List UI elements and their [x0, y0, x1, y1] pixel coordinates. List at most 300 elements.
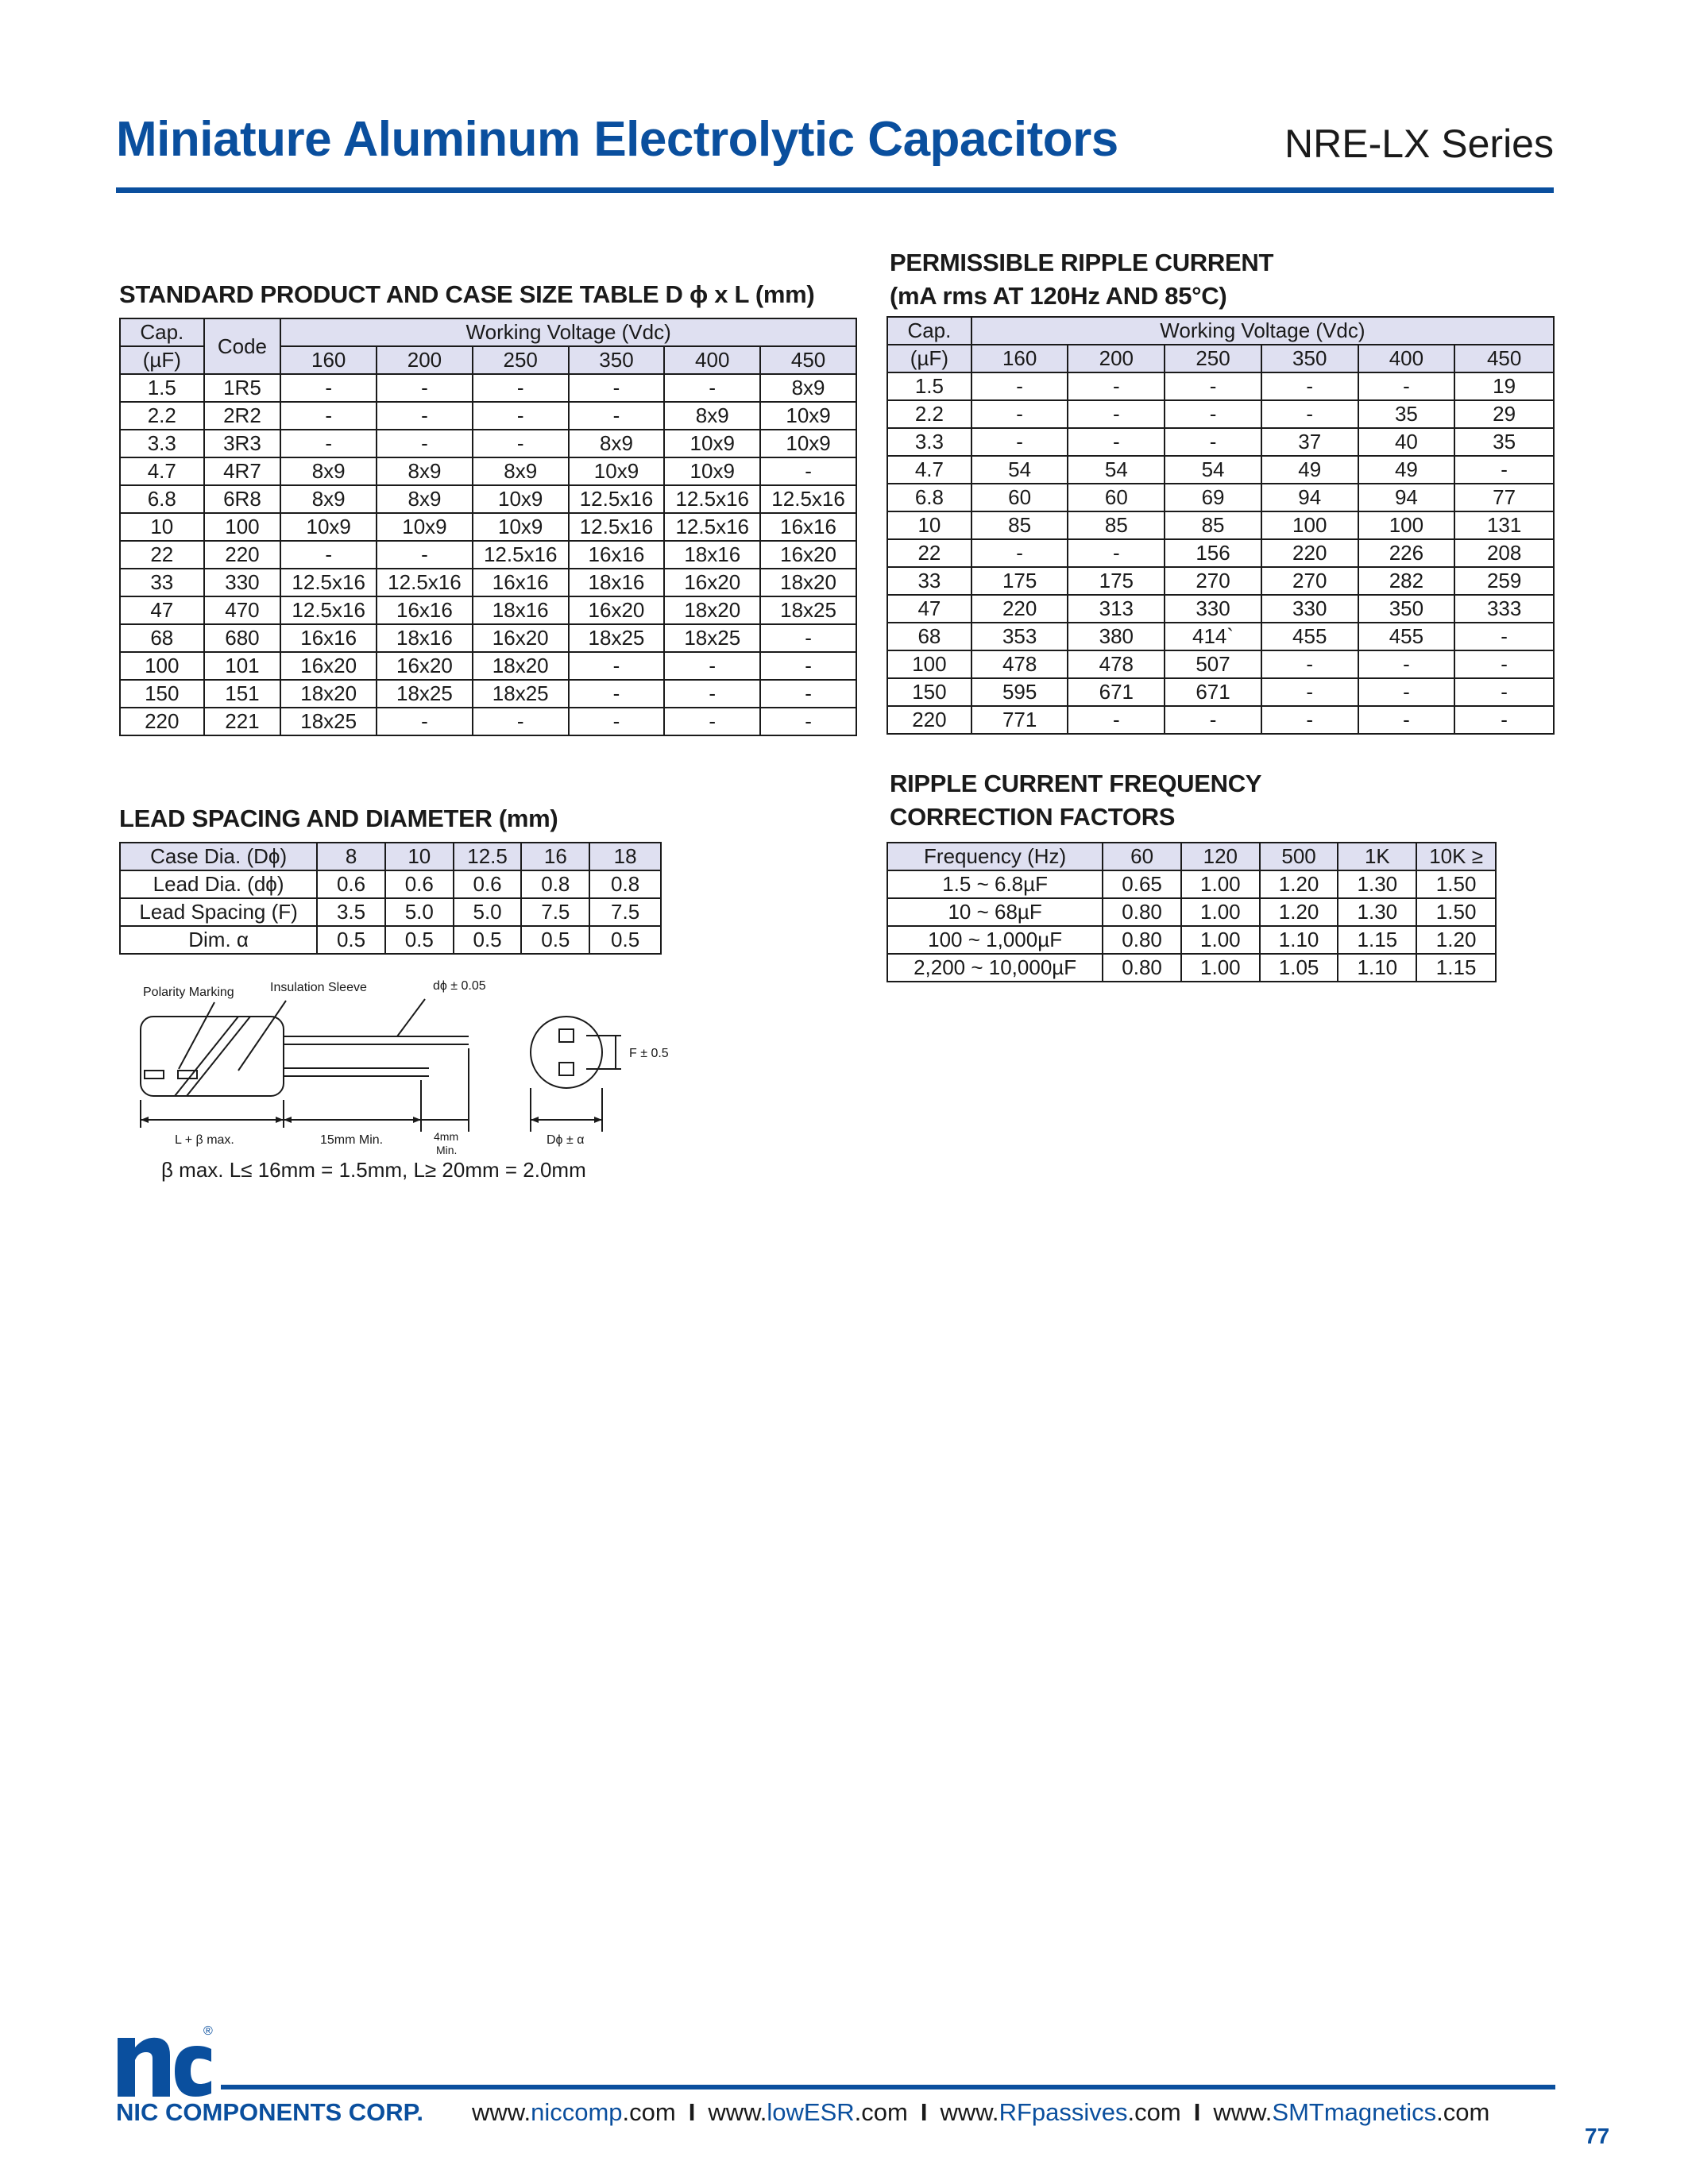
link-separator: I [1193, 2098, 1201, 2126]
ripple-value-cell: 35 [1454, 428, 1554, 456]
cap-cell: 2.2 [887, 400, 971, 428]
case-size-cell: 8x9 [280, 485, 377, 513]
voltage-header: 350 [569, 346, 665, 374]
ripple-value-cell: 259 [1454, 567, 1554, 595]
link-text: www. [1213, 2098, 1273, 2126]
case-size-cell: - [280, 402, 377, 430]
voltage-header: 250 [473, 346, 569, 374]
case-size-cell: 16x20 [760, 541, 856, 569]
cap-cell: 22 [887, 539, 971, 567]
case-size-cell: - [664, 652, 760, 680]
table-row [887, 511, 1554, 539]
voltage-header: 160 [971, 345, 1068, 372]
ripple-value-cell: 94 [1261, 484, 1358, 511]
ripple-value-cell: 208 [1454, 539, 1554, 567]
website-link[interactable] [472, 2098, 676, 2126]
case-size-cell: 12.5x16 [280, 596, 377, 624]
value-cell: 8 [317, 843, 385, 870]
ripple-value-cell: 40 [1358, 428, 1455, 456]
factor-cell: 1.30 [1338, 898, 1416, 926]
frequency-header: 1K [1338, 843, 1416, 870]
ripple-title-line2: (mA rms AT 120Hz AND 85°C) [890, 282, 1227, 310]
factor-cell: 1.15 [1338, 926, 1416, 954]
table-row [120, 926, 661, 954]
ripple-value-cell: 54 [1068, 456, 1165, 484]
ripple-value-cell: 49 [1358, 456, 1455, 484]
case-size-cell: 12.5x16 [664, 485, 760, 513]
case-size-cell: - [377, 541, 473, 569]
cap-cell: 4.7 [887, 456, 971, 484]
frequency-header: Frequency (Hz) [887, 843, 1103, 870]
ripple-value-cell: 414` [1165, 623, 1261, 650]
cap-cell: 6.8 [887, 484, 971, 511]
cap-header: Cap. [120, 318, 204, 346]
value-cell: 0.5 [521, 926, 589, 954]
cap-cell: 220 [120, 708, 204, 735]
code-cell: 2R2 [204, 402, 281, 430]
case-size-cell: 10x9 [760, 402, 856, 430]
case-size-cell: - [280, 430, 377, 457]
table-row [887, 595, 1554, 623]
voltage-header: 250 [1165, 345, 1261, 372]
cap-cell: 22 [120, 541, 204, 569]
ripple-value-cell: - [1454, 650, 1554, 678]
value-cell: 0.5 [385, 926, 454, 954]
link-text: .com [1127, 2098, 1181, 2126]
voltage-header: 200 [377, 346, 473, 374]
case-size-cell: - [473, 708, 569, 735]
ripple-value-cell: 94 [1358, 484, 1455, 511]
label-spacing-tol: F ± 0.5 [629, 1047, 669, 1060]
value-cell: 0.6 [385, 870, 454, 898]
case-size-cell: - [569, 680, 665, 708]
ripple-value-cell: 85 [1068, 511, 1165, 539]
cap-cell: 3.3 [887, 428, 971, 456]
case-size-cell: 10x9 [569, 457, 665, 485]
polarity-mark-1 [145, 1071, 164, 1078]
case-size-cell: 12.5x16 [569, 485, 665, 513]
table-row [120, 457, 856, 485]
voltage-header: 200 [1068, 345, 1165, 372]
cap-cell: 4.7 [120, 457, 204, 485]
ripple-value-cell: 455 [1358, 623, 1455, 650]
ripple-value-cell: 671 [1068, 678, 1165, 706]
cap-cell: 2.2 [120, 402, 204, 430]
voltage-header: 450 [760, 346, 856, 374]
ripple-current-table [886, 316, 1555, 735]
link-text: www. [472, 2098, 531, 2126]
link-text: www. [708, 2098, 767, 2126]
ripple-value-cell: 60 [1068, 484, 1165, 511]
ripple-title-line1: PERMISSIBLE RIPPLE CURRENT [890, 249, 1274, 276]
code-cell: 151 [204, 680, 281, 708]
ripple-value-cell: - [1068, 400, 1165, 428]
code-cell: 220 [204, 541, 281, 569]
case-size-cell: 12.5x16 [473, 541, 569, 569]
ripple-value-cell: 330 [1165, 595, 1261, 623]
ripple-value-cell: - [1358, 706, 1455, 734]
case-size-cell: 18x20 [280, 680, 377, 708]
value-cell: 0.5 [589, 926, 661, 954]
lead-square-top [559, 1029, 574, 1042]
row-label-cell: Lead Spacing (F) [120, 898, 317, 926]
arrowhead [413, 1117, 421, 1123]
ripple-value-cell: 85 [1165, 511, 1261, 539]
ripple-value-cell: - [1165, 400, 1261, 428]
table-row [887, 650, 1554, 678]
case-size-cell: - [569, 708, 665, 735]
website-link[interactable] [940, 2098, 1180, 2126]
table-row [887, 484, 1554, 511]
factor-cell: 1.10 [1338, 954, 1416, 982]
factor-cell: 1.15 [1416, 954, 1496, 982]
case-size-cell: 10x9 [664, 457, 760, 485]
factor-cell: 1.00 [1181, 954, 1260, 982]
case-size-cell: 8x9 [569, 430, 665, 457]
ripple-value-cell: 100 [1358, 511, 1455, 539]
leader-lead-dia [397, 999, 425, 1036]
case-size-cell: - [473, 374, 569, 402]
ripple-value-cell: 380 [1068, 623, 1165, 650]
case-size-cell: - [569, 402, 665, 430]
factor-cell: 0.80 [1103, 926, 1181, 954]
ripple-value-cell: 60 [971, 484, 1068, 511]
factor-cell: 1.20 [1260, 870, 1338, 898]
cap-unit-header: (µF) [887, 345, 971, 372]
working-voltage-header: Working Voltage (Vdc) [971, 317, 1554, 345]
table-row [887, 372, 1554, 400]
ripple-value-cell: 77 [1454, 484, 1554, 511]
table-row [887, 539, 1554, 567]
link-text: .com [622, 2098, 676, 2126]
factor-cell: 0.80 [1103, 898, 1181, 926]
case-size-cell: 18x20 [664, 596, 760, 624]
code-cell: 4R7 [204, 457, 281, 485]
leader-polarity [179, 1002, 214, 1069]
label-insulation-sleeve: Insulation Sleeve [270, 981, 367, 994]
row-label-cell: Case Dia. (Dϕ) [120, 843, 317, 870]
code-cell: 470 [204, 596, 281, 624]
case-size-cell: 18x25 [569, 624, 665, 652]
link-text: www. [940, 2098, 999, 2126]
table-row [887, 678, 1554, 706]
case-size-cell: 16x16 [280, 624, 377, 652]
voltage-header: 350 [1261, 345, 1358, 372]
row-label-cell: Lead Dia. (dϕ) [120, 870, 317, 898]
cap-range-cell: 2,200 ~ 10,000µF [887, 954, 1103, 982]
table-row [120, 843, 661, 870]
cap-unit-header: (µF) [120, 346, 204, 374]
ripple-value-cell: - [1165, 706, 1261, 734]
link-text: SMTmagnetics [1272, 2098, 1437, 2126]
case-size-cell: 18x20 [760, 569, 856, 596]
table-row [887, 428, 1554, 456]
title-divider [116, 187, 1554, 193]
ripple-value-cell: - [971, 400, 1068, 428]
case-size-cell: 8x9 [377, 457, 473, 485]
code-cell: 221 [204, 708, 281, 735]
company-name: NIC COMPONENTS CORP. [116, 2098, 423, 2126]
ripple-value-cell: - [1261, 650, 1358, 678]
ripple-value-cell: - [1261, 706, 1358, 734]
voltage-header: 400 [664, 346, 760, 374]
table-row [120, 596, 856, 624]
ripple-value-cell: 54 [1165, 456, 1261, 484]
link-text: .com [1436, 2098, 1490, 2126]
case-size-cell: 16x20 [569, 596, 665, 624]
factor-cell: 1.10 [1260, 926, 1338, 954]
series-name: NRE-LX Series [1284, 122, 1554, 166]
table-row [887, 706, 1554, 734]
table-row [120, 680, 856, 708]
case-size-cell: 12.5x16 [569, 513, 665, 541]
sleeve-diagonal-2 [187, 1017, 250, 1096]
case-size-cell: 16x16 [760, 513, 856, 541]
cap-header: Cap. [887, 317, 971, 345]
code-cell: 101 [204, 652, 281, 680]
ripple-value-cell: 54 [971, 456, 1068, 484]
case-size-cell: 18x16 [473, 596, 569, 624]
ripple-value-cell: - [1454, 706, 1554, 734]
factor-cell: 1.30 [1338, 870, 1416, 898]
case-size-cell: 16x16 [473, 569, 569, 596]
value-cell: 7.5 [521, 898, 589, 926]
link-text: .com [854, 2098, 908, 2126]
case-size-table [119, 318, 857, 736]
ripple-value-cell: - [1358, 650, 1455, 678]
arrowhead [594, 1117, 602, 1123]
case-size-cell: - [377, 708, 473, 735]
working-voltage-header: Working Voltage (Vdc) [280, 318, 856, 346]
frequency-header: 60 [1103, 843, 1181, 870]
footer-divider [221, 2085, 1555, 2089]
cap-cell: 68 [887, 623, 971, 650]
ripple-value-cell: 175 [971, 567, 1068, 595]
ripple-value-cell: - [1068, 539, 1165, 567]
ripple-value-cell: - [1165, 372, 1261, 400]
code-header: Code [204, 318, 281, 374]
value-cell: 0.6 [317, 870, 385, 898]
ripple-value-cell: - [971, 372, 1068, 400]
ripple-value-cell: - [1068, 706, 1165, 734]
case-size-cell: 18x16 [377, 624, 473, 652]
ripple-value-cell: - [1165, 428, 1261, 456]
case-size-cell: 10x9 [664, 430, 760, 457]
code-cell: 680 [204, 624, 281, 652]
frequency-correction-table [886, 842, 1497, 982]
table-row [120, 541, 856, 569]
case-size-cell: 18x16 [569, 569, 665, 596]
case-size-cell: 18x25 [280, 708, 377, 735]
cap-cell: 3.3 [120, 430, 204, 457]
case-size-cell: 16x20 [664, 569, 760, 596]
case-size-cell: - [569, 652, 665, 680]
value-cell: 7.5 [589, 898, 661, 926]
cap-cell: 150 [120, 680, 204, 708]
case-size-cell: - [377, 430, 473, 457]
arrowhead [531, 1117, 539, 1123]
table-row [887, 898, 1496, 926]
ripple-value-cell: - [1358, 372, 1455, 400]
sleeve-diagonal [175, 1017, 238, 1096]
ripple-value-cell: 35 [1358, 400, 1455, 428]
ripple-value-cell: - [1261, 678, 1358, 706]
lead-table-title: LEAD SPACING AND DIAMETER (mm) [119, 805, 558, 832]
case-size-cell: - [760, 652, 856, 680]
row-label-cell: Dim. α [120, 926, 317, 954]
cap-cell: 10 [887, 511, 971, 539]
leader-sleeve [238, 1001, 286, 1071]
code-cell: 1R5 [204, 374, 281, 402]
case-size-cell: - [760, 680, 856, 708]
voltage-header: 450 [1454, 345, 1554, 372]
case-size-cell: 12.5x16 [760, 485, 856, 513]
case-size-cell: 12.5x16 [664, 513, 760, 541]
code-cell: 100 [204, 513, 281, 541]
ripple-value-cell: - [1068, 428, 1165, 456]
ripple-value-cell: 455 [1261, 623, 1358, 650]
factor-cell: 1.50 [1416, 870, 1496, 898]
cap-cell: 33 [120, 569, 204, 596]
case-size-cell: 8x9 [377, 485, 473, 513]
factor-cell: 1.50 [1416, 898, 1496, 926]
ripple-value-cell: 69 [1165, 484, 1261, 511]
code-cell: 3R3 [204, 430, 281, 457]
frequency-header: 500 [1260, 843, 1338, 870]
arrowhead [284, 1117, 292, 1123]
case-size-cell: - [280, 541, 377, 569]
cap-cell: 100 [887, 650, 971, 678]
case-size-cell: 18x16 [664, 541, 760, 569]
table-row [120, 708, 856, 735]
ripple-value-cell: 19 [1454, 372, 1554, 400]
link-text: RFpassives [999, 2098, 1128, 2126]
page-title: Miniature Aluminum Electrolytic Capacitors [116, 112, 1118, 167]
value-cell: 5.0 [385, 898, 454, 926]
cap-cell: 47 [120, 596, 204, 624]
factor-cell: 0.80 [1103, 954, 1181, 982]
label-body-length: L + β max. [175, 1133, 234, 1147]
arrowhead [276, 1117, 284, 1123]
case-size-cell: 8x9 [760, 374, 856, 402]
value-cell: 0.8 [521, 870, 589, 898]
case-size-cell: - [664, 680, 760, 708]
case-size-cell: 10x9 [377, 513, 473, 541]
table-row [887, 567, 1554, 595]
value-cell: 0.8 [589, 870, 661, 898]
table-row [120, 870, 661, 898]
table-row [887, 954, 1496, 982]
capacitor-dimension-drawing [119, 969, 691, 1175]
cap-cell: 10 [120, 513, 204, 541]
case-size-cell: 16x16 [377, 596, 473, 624]
ripple-value-cell: 220 [971, 595, 1068, 623]
ripple-value-cell: 282 [1358, 567, 1455, 595]
value-cell: 0.5 [454, 926, 522, 954]
ripple-value-cell: - [1068, 372, 1165, 400]
table-row [887, 456, 1554, 484]
cap-cell: 68 [120, 624, 204, 652]
value-cell: 16 [521, 843, 589, 870]
case-size-cell: - [377, 402, 473, 430]
ripple-value-cell: 37 [1261, 428, 1358, 456]
case-size-cell: 10x9 [473, 513, 569, 541]
ripple-value-cell: 507 [1165, 650, 1261, 678]
footer-links [472, 2098, 1489, 2127]
ripple-value-cell: 671 [1165, 678, 1261, 706]
table-row [887, 623, 1554, 650]
table-row [120, 898, 661, 926]
case-size-cell: - [664, 374, 760, 402]
label-lead-dia-tol: dϕ ± 0.05 [433, 979, 486, 993]
factor-cell: 1.00 [1181, 870, 1260, 898]
factor-cell: 1.05 [1260, 954, 1338, 982]
label-4mm-min: Min. [436, 1144, 458, 1156]
case-size-cell: 12.5x16 [280, 569, 377, 596]
freq-title-line1: RIPPLE CURRENT FREQUENCY [890, 770, 1262, 797]
value-cell: 12.5 [454, 843, 522, 870]
table-row [120, 485, 856, 513]
frequency-header: 10K ≥ [1416, 843, 1496, 870]
value-cell: 0.6 [454, 870, 522, 898]
case-size-cell: - [569, 374, 665, 402]
table-row [120, 374, 856, 402]
case-size-cell: 16x16 [569, 541, 665, 569]
case-size-cell: - [473, 430, 569, 457]
cap-cell: 1.5 [887, 372, 971, 400]
cap-range-cell: 10 ~ 68µF [887, 898, 1103, 926]
ripple-value-cell: 330 [1261, 595, 1358, 623]
ripple-value-cell: 156 [1165, 539, 1261, 567]
registered-mark: ® [203, 2024, 213, 2038]
case-size-cell: - [377, 374, 473, 402]
factor-cell: 1.20 [1416, 926, 1496, 954]
freq-table-title [890, 767, 1261, 834]
ripple-value-cell: - [1358, 678, 1455, 706]
cap-cell: 47 [887, 595, 971, 623]
table-row [120, 430, 856, 457]
ripple-value-cell: 478 [1068, 650, 1165, 678]
case-size-cell: 18x25 [760, 596, 856, 624]
table-row [887, 926, 1496, 954]
table-row [120, 624, 856, 652]
ripple-table-title [890, 246, 1273, 313]
ripple-value-cell: - [971, 539, 1068, 567]
website-link[interactable] [708, 2098, 908, 2126]
ripple-value-cell: 220 [1261, 539, 1358, 567]
arrowhead [141, 1117, 149, 1123]
cap-cell: 220 [887, 706, 971, 734]
cap-cell: 1.5 [120, 374, 204, 402]
cap-cell: 150 [887, 678, 971, 706]
website-link[interactable] [1213, 2098, 1489, 2126]
case-size-cell: 8x9 [280, 457, 377, 485]
case-size-cell: 8x9 [473, 457, 569, 485]
cap-range-cell: 100 ~ 1,000µF [887, 926, 1103, 954]
code-cell: 6R8 [204, 485, 281, 513]
factor-cell: 1.20 [1260, 898, 1338, 926]
ripple-value-cell: 313 [1068, 595, 1165, 623]
ripple-value-cell: - [971, 428, 1068, 456]
cap-cell: 6.8 [120, 485, 204, 513]
case-size-cell: - [280, 374, 377, 402]
case-size-cell: 18x25 [377, 680, 473, 708]
page-number: 77 [1585, 2124, 1610, 2148]
label-diameter-tol: Dϕ ± α [547, 1133, 585, 1147]
case-size-cell: 18x20 [473, 652, 569, 680]
ripple-value-cell: 226 [1358, 539, 1455, 567]
ripple-value-cell: 771 [971, 706, 1068, 734]
